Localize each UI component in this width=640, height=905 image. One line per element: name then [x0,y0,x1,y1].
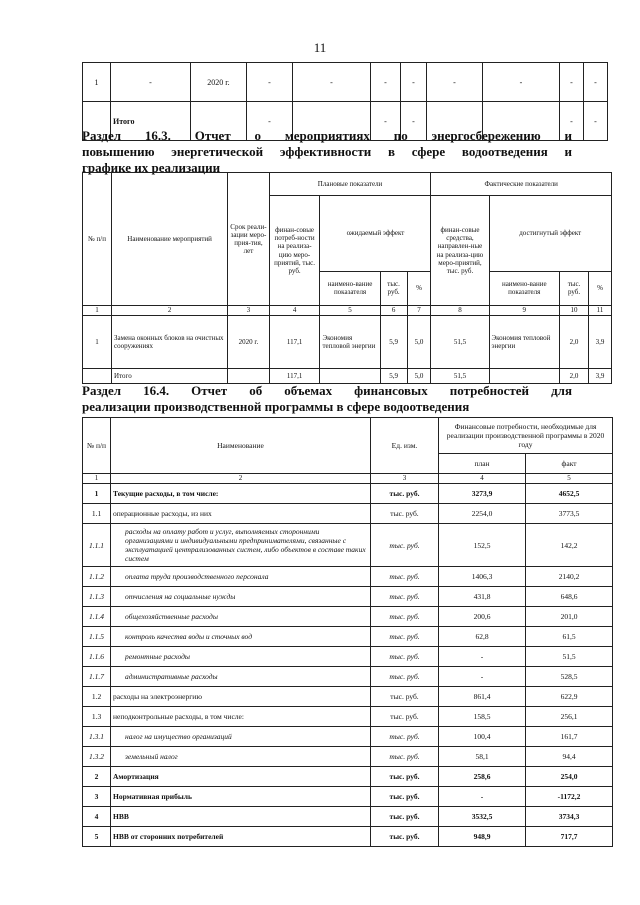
table-row: 1.1.6 ремонтные расходы тыс. руб. - 51,5 [83,647,613,667]
table-row: 1.1.2 оплата труда производственного персонала тыс. руб. 1406,3 2140,2 [83,567,613,587]
header-needs: Финансовые потребности, необходимые для реализации производственной программы в 2020 году [439,418,613,454]
header-indicator-name: наимено-вание показателя [320,271,380,305]
total-row: Итого 117,1 5,9 5,0 51,5 2,0 3,9 [83,369,612,384]
table-row: 3 Нормативная прибыль тыс. руб. - -1172,2 [83,787,613,807]
header-name: Наименование мероприятий [112,173,228,306]
table-row: 1 - 2020 г. - - - - - - - - [83,63,608,102]
header-percent: % [407,271,431,305]
table-row: Итого - - - - - [83,102,608,141]
table-row: 1 Текущие расходы, в том числе: тыс. руб. 3273,9 4652,5 [83,484,613,504]
column-numbers-row: 1 2 3 4 5 [83,474,613,484]
table-row: 1.1.1 расходы на оплату работ и услуг, выполняемых сторонними организациями и индивидуальными предпринимателями, связанные с эксплуатацией централизованных систем, либо объектов в составе таких систем тыс. руб. 152,5 142,2 [83,524,613,567]
table-row: 1.1.4 общехозяйственные расходы тыс. руб. 200,6 201,0 [83,607,613,627]
table-row: 1.1 операционные расходы, из них тыс. руб. 2254,0 3773,5 [83,504,613,524]
header-percent-2: % [589,271,612,305]
header-planned: Плановые показатели [269,173,431,196]
header-plan: план [439,454,526,474]
header-actual: Фактические показатели [431,173,612,196]
section-16-4-title: Раздел 16.4. Отчет об объемах финансовых потребностей для реализации производственной программы в сфере водоотведения [82,383,572,414]
header-planned-fin: финан-совые потреб-ности на реализа-цию меро-приятий, тыс. руб. [269,196,320,306]
table-row: 1.3 неподконтрольные расходы, в том числе: тыс. руб. 158,5 256,1 [83,707,613,727]
header-unit: Ед. изм. [371,418,439,474]
header-num: № п/п [83,418,111,474]
header-fact: факт [526,454,613,474]
header-achieved-effect: достигнутый эффект [489,196,611,272]
table-row: 5 НВВ от сторонних потребителей тыс. руб. 948,9 717,7 [83,827,613,847]
header-num: № п/п [83,173,112,306]
energy-saving-table [82,172,612,384]
header-expected-effect: ожидаемый эффект [320,196,431,272]
table-row: 1 Замена оконных блоков на очистных сооружениях 2020 г. 117,1 Экономия тепловой энергии 5,9 5,0 51,5 Экономия тепловой энергии 2,0 3,9 [83,316,612,369]
header-thousand-rub-2: тыс. руб. [560,271,589,305]
page-number: 11 [313,40,327,55]
table-row: 1.1.5 контроль качества воды и сточных вод тыс. руб. 62,8 61,5 [83,627,613,647]
header-term: Срок реали-зации меро-прия-тия, лет [228,173,269,306]
table-row: 1.3.2 земельный налог тыс. руб. 58,1 94,4 [83,747,613,767]
table-row: 1.3.1 налог на имущество организаций тыс. руб. 100,4 161,7 [83,727,613,747]
header-actual-fin: финан-совые средства, направлен-ные на реализа-цию меро-приятий, тыс. руб. [431,196,489,306]
column-numbers-row: 1 2 3 4 5 6 7 8 9 10 11 [83,306,612,316]
table-row: 2 Амортизация тыс. руб. 258,6 254,0 [83,767,613,787]
table-row: 1.1.7 административные расходы тыс. руб. - 528,5 [83,667,613,687]
financial-needs-table [82,417,613,847]
header-name: Наименование [111,418,371,474]
table-row: 1.2 расходы на электроэнергию тыс. руб. 861,4 622,9 [83,687,613,707]
table-row: 1.1.3 отчисления на социальные нужды тыс. руб. 431,8 648,6 [83,587,613,607]
header-indicator-name-2: наимено-вание показателя [489,271,560,305]
header-thousand-rub: тыс. руб. [380,271,407,305]
table-row: 4 НВВ тыс. руб. 3532,5 3734,3 [83,807,613,827]
section-16-3-title: Раздел 16.3. Отчет о мероприятиях по энергосбережению и повышению энергетической эффективности в сфере водоотведения и графике их реализации [82,128,572,175]
